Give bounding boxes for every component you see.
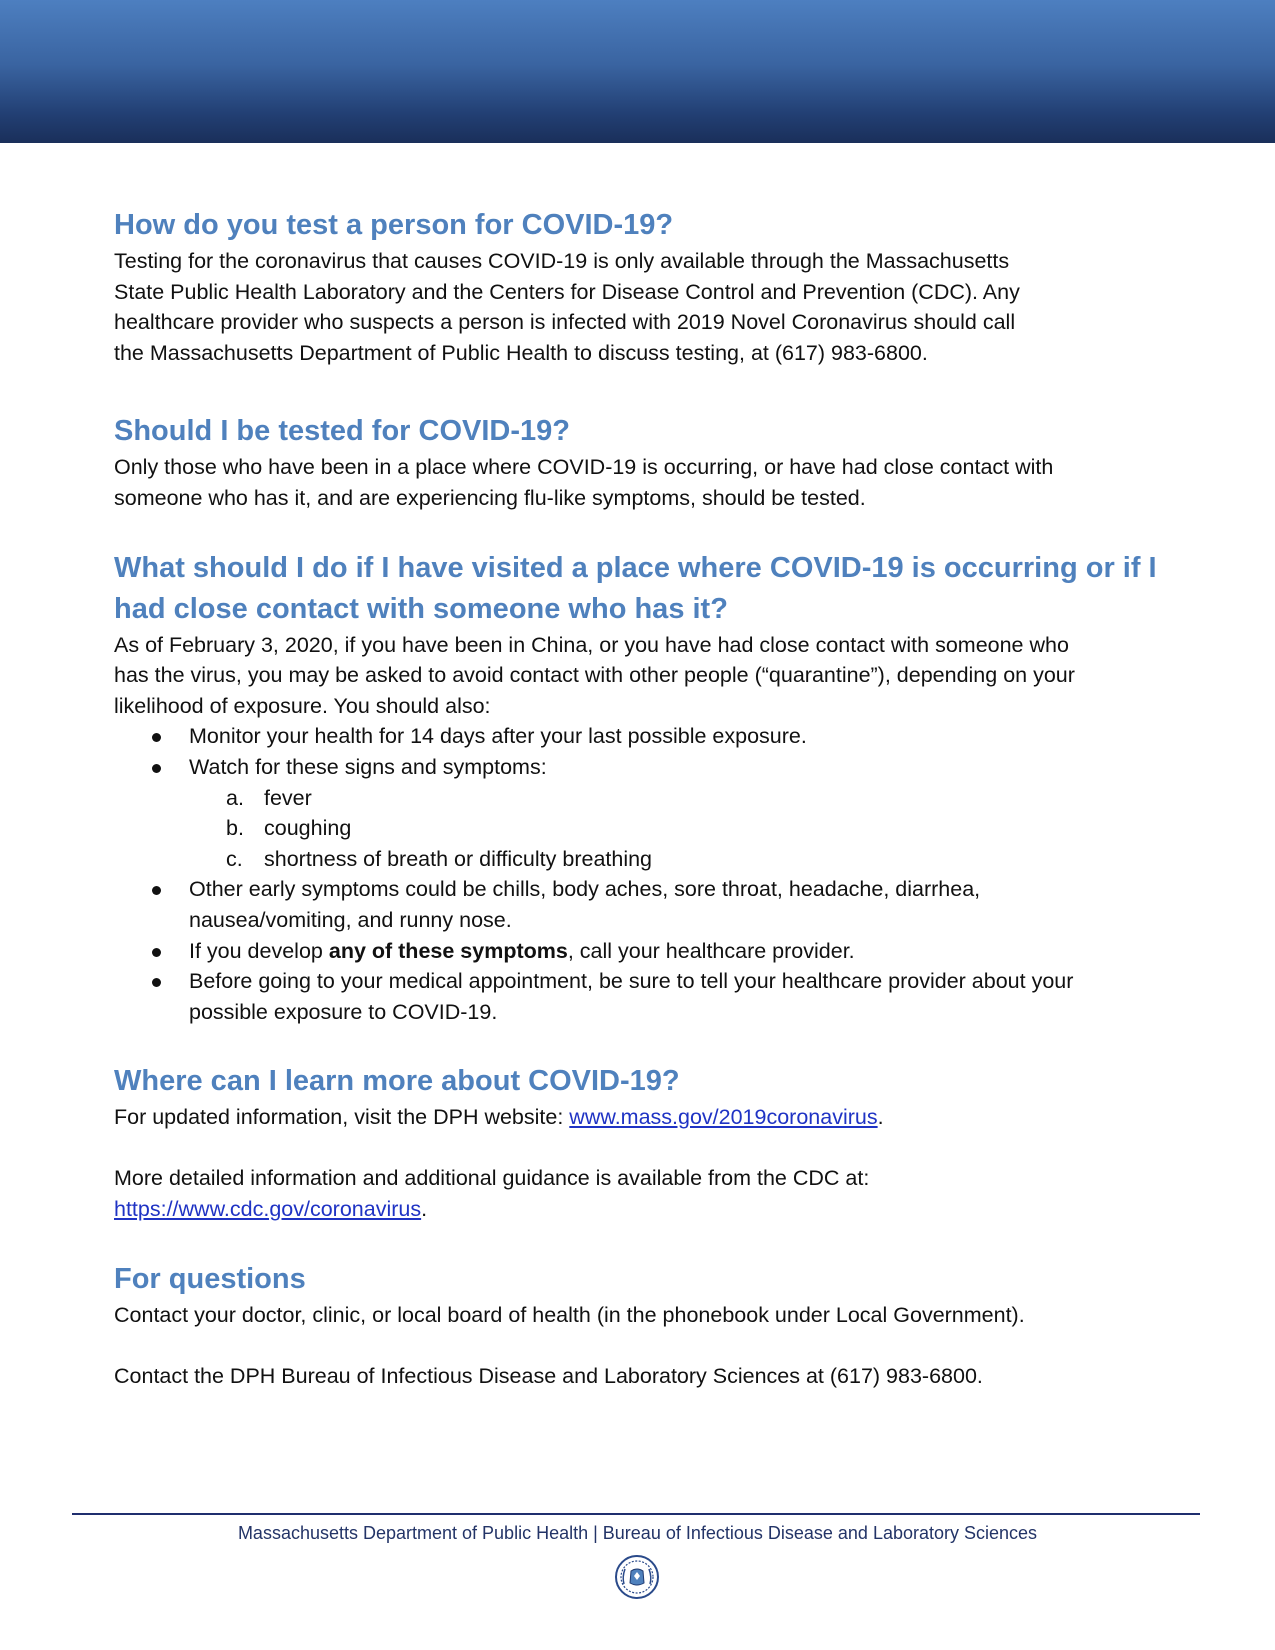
bullet-text-after: , call your healthcare provider.	[567, 938, 855, 963]
testing-paragraph	[114, 246, 1174, 368]
bullet-icon	[152, 886, 161, 895]
heading-questions: For questions	[114, 1262, 306, 1295]
bullet-icon	[152, 733, 161, 742]
symptom-item	[189, 783, 1174, 814]
testing-line-3: healthcare provider who suspects a person is infected with 2019 Novel Coronavirus should call	[114, 310, 1016, 335]
bullet-text-line-1: Other early symptoms could be chills, body aches, sore throat, headache, diarrhea,	[189, 877, 981, 902]
bullet-text-emphasis: any of these symptoms	[328, 938, 568, 963]
visited-line-1: As of February 3, 2020, if you have been in China, or you have had close contact with someone who	[114, 632, 1069, 657]
testing-line-2: State Public Health Laboratory and the Centers for Disease Control and Prevention (CDC). Any	[114, 279, 1020, 304]
heading-learn-more: Where can I learn more about COVID-19?	[114, 1065, 680, 1098]
symptom-marker: c.	[226, 846, 243, 871]
section-testing	[114, 205, 1174, 368]
symptoms-list	[189, 783, 1174, 875]
visited-paragraph	[114, 630, 1174, 722]
heading-testing: How do you test a person for COVID-19?	[114, 209, 674, 241]
bullet-text: Monitor your health for 14 days after your last possible exposure.	[189, 724, 807, 749]
section-visited	[114, 548, 1174, 1028]
symptom-item	[189, 844, 1174, 875]
bullet-text-line-1: Before going to your medical appointment, be sure to tell your healthcare provider about your	[189, 969, 1074, 994]
symptom-marker: b.	[226, 816, 244, 841]
symptom-text: coughing	[264, 816, 352, 841]
visited-line-2: has the virus, you may be asked to avoid contact with other people (“quarantine”), depending on your	[114, 663, 1075, 688]
section-should-be-tested	[114, 411, 1174, 513]
learn-line-1-suffix: .	[877, 1105, 884, 1130]
heading-should-be-tested: Should I be tested for COVID-19?	[114, 415, 570, 448]
heading-visited	[114, 548, 1174, 630]
list-item	[114, 966, 1174, 1027]
should-paragraph	[114, 452, 1174, 513]
testing-line-4: the Massachusetts Department of Public Health to discuss testing, at (617) 983-6800.	[114, 340, 928, 365]
footer-text: Massachusetts Department of Public Health | Bureau of Infectious Disease and Laboratory Sciences	[237, 1523, 1038, 1543]
learn-line-2: More detailed information and additional guidance is available from the CDC at:	[114, 1166, 870, 1191]
should-line-2: someone who has it, and are experiencing flu-like symptoms, should be tested.	[114, 485, 866, 510]
bullet-icon	[152, 948, 161, 957]
bullet-icon	[152, 978, 161, 987]
list-item	[114, 936, 1174, 967]
section-learn-more	[114, 1061, 1174, 1224]
bullet-text-line-2: nausea/vomiting, and runny nose.	[189, 907, 512, 932]
heading-visited-line-2: had close contact with someone who has it?	[114, 592, 728, 625]
dph-website-link[interactable]: www.mass.gov/2019coronavirus	[569, 1105, 878, 1130]
bullet-text-before: If you develop	[189, 938, 329, 963]
bullet-icon	[152, 764, 161, 773]
recommendations-list	[114, 721, 1174, 1027]
document-body	[114, 205, 1174, 1391]
symptom-text: shortness of breath or difficulty breathing	[264, 846, 653, 871]
section-questions	[114, 1259, 1174, 1392]
testing-line-1: Testing for the coronavirus that causes COVID-19 is only available through the Massachusetts	[114, 249, 1010, 273]
heading-visited-line-1: What should I do if I have visited a place where COVID-19 is occurring or if I	[114, 551, 1157, 584]
cdc-link-suffix: .	[421, 1197, 428, 1222]
bullet-text-line-2: possible exposure to COVID-19.	[189, 999, 498, 1024]
learn-paragraph-2	[114, 1163, 1174, 1224]
questions-line-2: Contact the DPH Bureau of Infectious Disease and Laboratory Sciences at (617) 983-6800.	[114, 1363, 983, 1388]
header-banner	[0, 0, 1275, 143]
symptom-marker: a.	[226, 785, 244, 810]
footer-divider	[72, 1513, 1200, 1515]
visited-line-3: likelihood of exposure. You should also:	[114, 693, 491, 718]
massachusetts-seal-icon	[614, 1554, 660, 1600]
learn-line-1-prefix: For updated information, visit the DPH website:	[114, 1105, 570, 1130]
symptom-text: fever	[264, 785, 312, 810]
bullet-text: Watch for these signs and symptoms:	[189, 754, 547, 779]
should-line-1: Only those who have been in a place where COVID-19 is occurring, or have had close contact with	[114, 455, 1054, 480]
symptom-item	[189, 813, 1174, 844]
list-item	[114, 752, 1174, 874]
cdc-website-link[interactable]: https://www.cdc.gov/coronavirus	[114, 1197, 422, 1222]
list-item	[114, 874, 1174, 935]
list-item	[114, 721, 1174, 752]
questions-line-1: Contact your doctor, clinic, or local board of health (in the phonebook under Local Government).	[114, 1302, 1025, 1327]
learn-paragraph-1	[114, 1102, 1174, 1133]
